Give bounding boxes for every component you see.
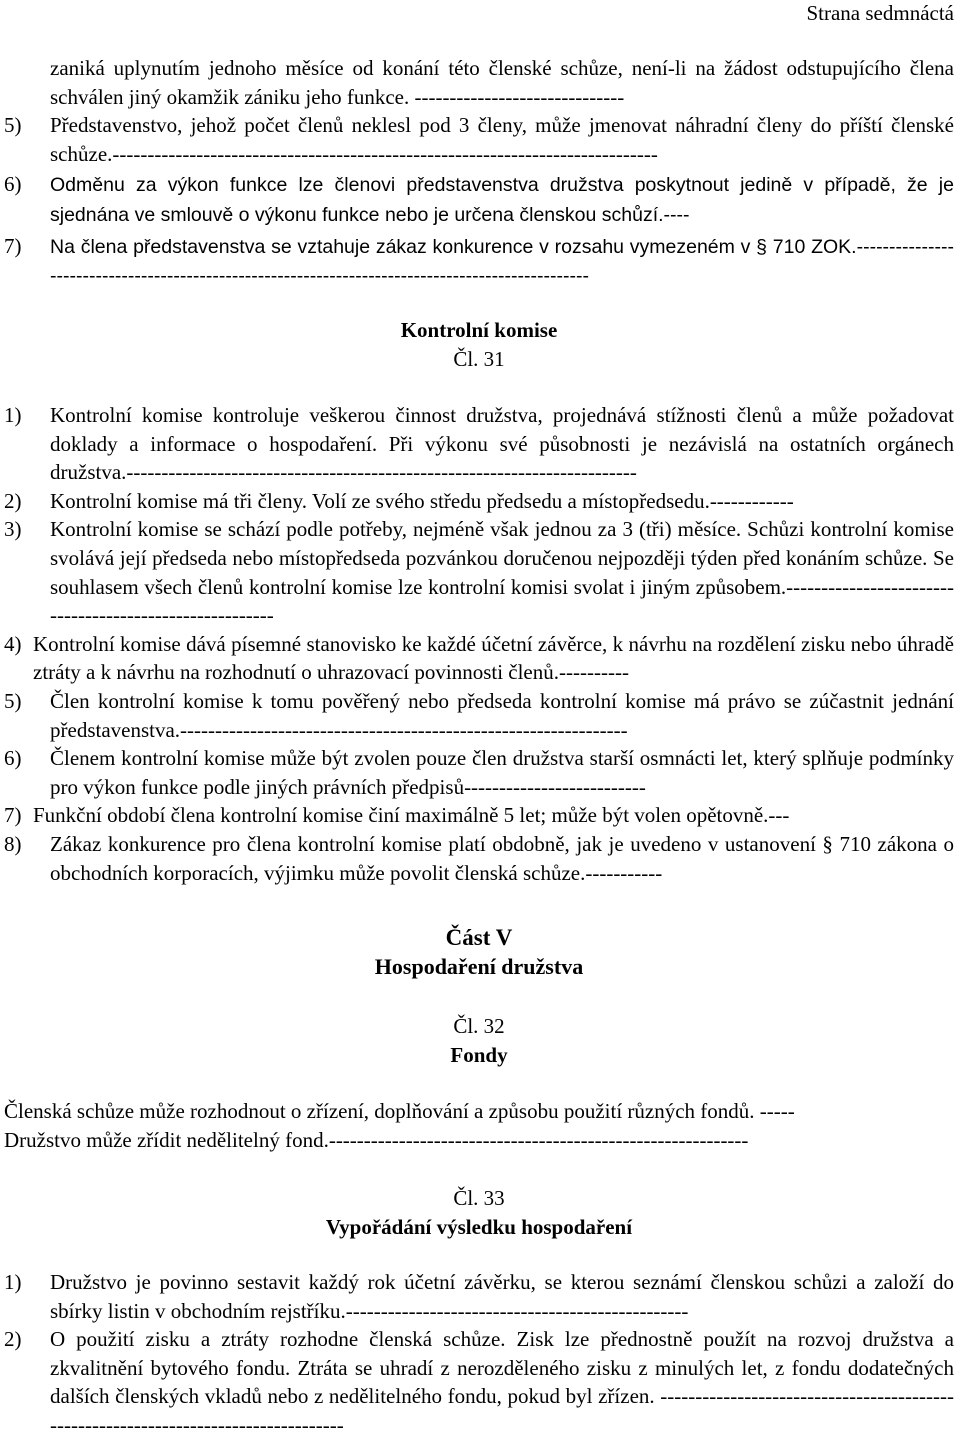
komise-items (4, 401, 954, 887)
article-number: Čl. 31 (453, 346, 505, 371)
part-title: Část V (445, 925, 513, 950)
article-number: Čl. 32 (453, 1014, 505, 1038)
list-item: 7) Na člena představenstva se vztahuje zákaz konkurence v rozsahu vymezeném v § 710 ZOK.-------------------------------------------------------------------------------------------------- (4, 233, 954, 288)
article-number: Čl. 33 (453, 1186, 505, 1210)
article-33-heading (4, 1184, 954, 1241)
list-item: 2) Kontrolní komise má tři členy. Volí ze svého středu předsedu a místopředsedu.------------ (4, 488, 794, 513)
list-item: 2) O použití zisku a ztráty rozhodne členská schůze. Zisk lze přednostně použít na rozvoj družstva a zkvalitnění bytového fondu. Ztráta se uhradí z nerozděleného zisku z minulých let, z fondu dodatečných dalších členských vkladů nebo z nedělitelného fondu, pokud byl zřízen. ------------------------------------------------------------------------------------ (4, 1327, 954, 1437)
paragraph: Družstvo může zřídit nedělitelný fond.------------------------------------------------------------ (4, 1127, 749, 1152)
list-item: 6) Členem kontrolní komise může být zvolen pouze člen družstva starší osmnácti let, který splňuje podmínky pro výkon funkce podle jiných právních předpisů-------------------------- (4, 746, 954, 799)
article-33-items (4, 1268, 954, 1440)
list-item: 7) Funkční období člena kontrolní komise činí maximálně 5 let; může být volen opětovně.--- (4, 803, 790, 828)
list-item: 8) Zákaz konkurence pro člena kontrolní komise platí obdobně, jak je uvedeno v ustanovení § 710 zákona o obchodních korporacích, výjimku může povolit členská schůze.----------- (4, 831, 954, 885)
list-item: 6) Odměnu za výkon funkce lze členovi představenstva družstva poskytnout jedině v případě, že je sjednána ve smlouvě o výkonu funkce nebo je určena členskou schůzí.---- (4, 172, 954, 226)
article-title: Fondy (450, 1042, 508, 1067)
list-item: 1) Družstvo je povinno sestavit každý rok účetní závěrku, se kterou seznámí členskou schůzi a založí do sbírky listin v obchodním rejstříku.------------------------------------------------- (4, 1270, 954, 1323)
article-title: Vypořádání výsledku hospodaření (325, 1214, 633, 1239)
section-title: Kontrolní komise (400, 318, 558, 342)
article-32-heading (4, 1012, 954, 1069)
list-item: 4) Kontrolní komise dává písemné stanovisko ke každé účetní závěrce, k návrhu na rozdělení zisku nebo úhradě ztráty a k návrhu na rozhodnutí o uhrazovací povinnosti členů.---------- (4, 631, 954, 685)
page-header: Strana sedmnáctá (806, 1, 954, 25)
list-item: 5) Člen kontrolní komise k tomu pověřený nebo předseda kontrolní komise má právo se zúčastnit jednání představenstva.---------------------------------------------------------------- (4, 688, 954, 742)
paragraph: Členská schůze může rozhodnout o zřízení, doplňování a způsobu použití různých fondů. ----- (4, 1099, 795, 1123)
list-item: 1) Kontrolní komise kontroluje veškerou činnost družstva, projednává stížnosti členů a může požadovat doklady a informace o hospodaření. Při výkonu své působnosti je nezávislá na ostatních orgánech družstva.------------------------------------------------------------------------- (4, 403, 954, 485)
continued-paragraph: zaniká uplynutím jednoho měsíce od konání této členské schůze, není-li na žádost odstupujícího člena schválen jiný okamžik zániku jeho funkce. ------------------------------ (50, 56, 954, 109)
section-heading-kontrolni-komise (4, 316, 954, 373)
list-item: 5) Představenstvo, jehož počet členů neklesl pod 3 členy, může jmenovat náhradní členy do příští členské schůze.------------------------------------------------------------------------------ (4, 113, 954, 166)
article-32-body (4, 1097, 954, 1154)
part-heading (4, 924, 954, 981)
top-section (4, 54, 954, 291)
part-subtitle: Hospodaření družstva (374, 953, 584, 979)
list-item: 3) Kontrolní komise se schází podle potřeby, nejméně však jednou za 3 (tři) měsíce. Schůzi kontrolní komise svolává její předseda nebo místopředseda pozvánkou doručenou nejpozději týden před konáním schůze. Se souhlasem všech členů kontrolní komise lze kontrolní komisi svolat i jiným způsobem.-------------------------------------------------------- (4, 517, 954, 628)
